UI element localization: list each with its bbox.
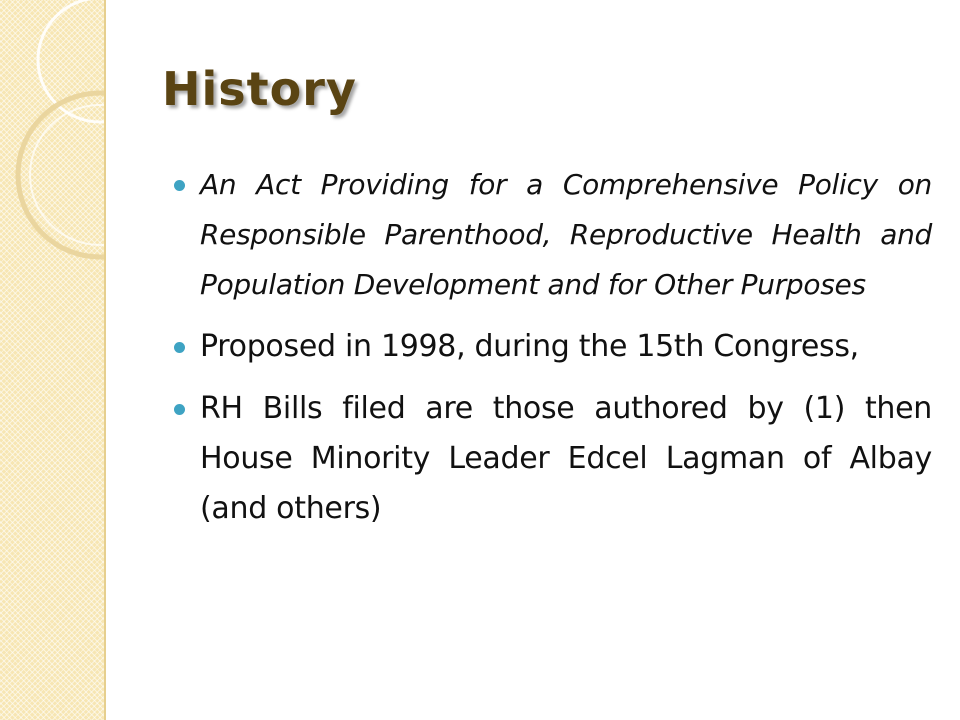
decorative-circle-middle xyxy=(18,93,106,257)
bullet-text-proposed: Proposed in 1998, during the 15th Congress, xyxy=(200,329,859,364)
bullet-dot-icon xyxy=(174,342,185,353)
bullet-dot-icon xyxy=(174,404,185,415)
bullet-list xyxy=(172,160,932,546)
bullet-item-proposed xyxy=(172,322,932,372)
bullet-text-authors: RH Bills filed are those authored by (1) then House Minority Leader Edcel Lagman of Albay (and others) xyxy=(200,391,932,526)
bullet-text-act: An Act Providing for a Comprehensive Policy on Responsible Parenthood, Reproductive Health and Population Development and for Other Purposes xyxy=(200,168,932,301)
decorative-circle-inner xyxy=(30,105,106,245)
bullet-item-authors xyxy=(172,384,932,534)
slide-title: History xyxy=(162,62,357,116)
decorative-circle-top xyxy=(38,0,106,122)
decorative-circles xyxy=(0,0,106,720)
decorative-side-panel xyxy=(0,0,106,720)
bullet-item-act xyxy=(172,160,932,310)
bullet-dot-icon xyxy=(174,180,185,191)
